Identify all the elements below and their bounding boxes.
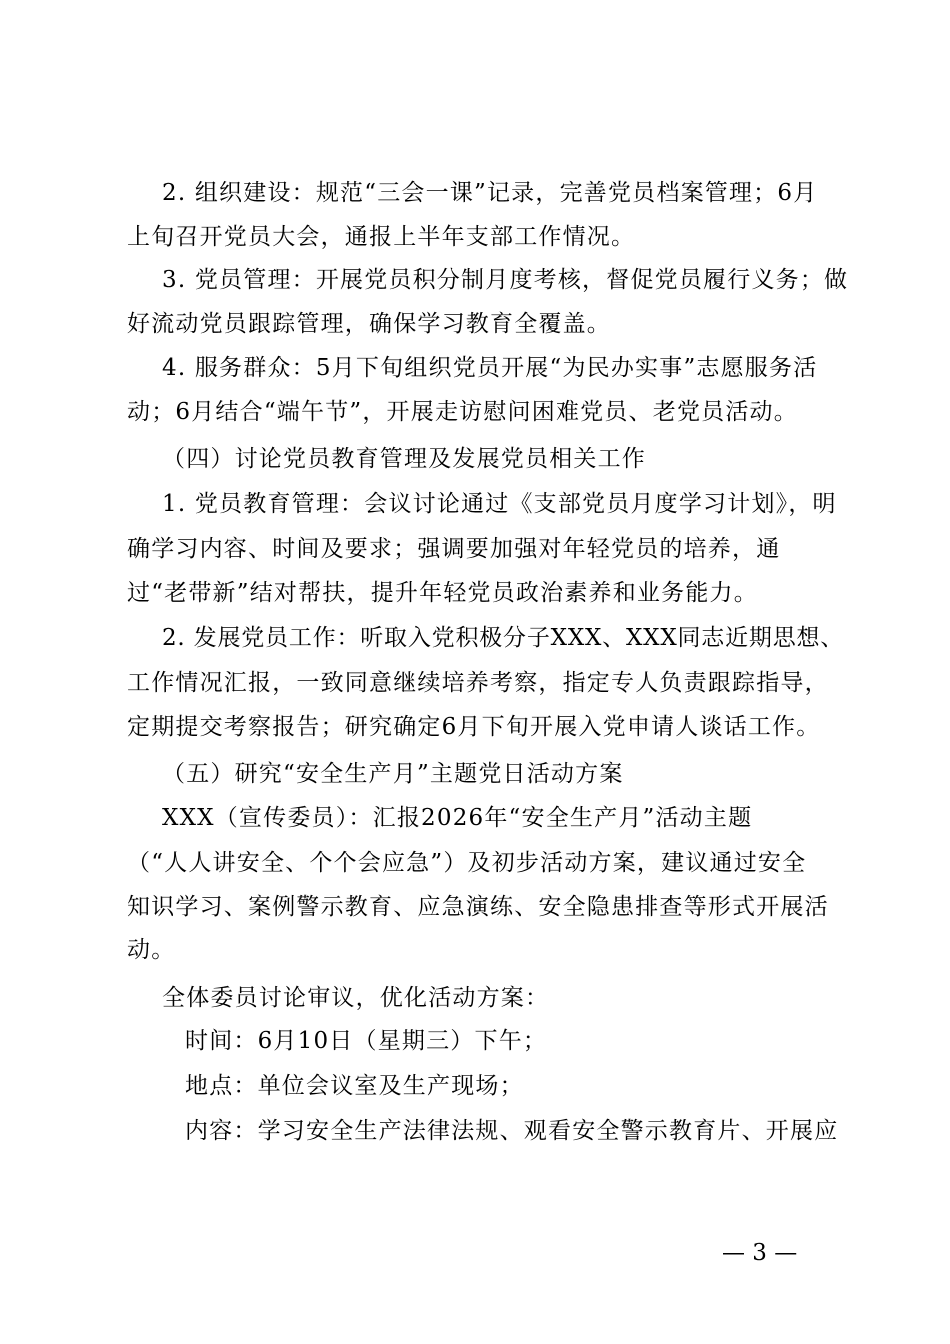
paragraph-line: 过“老带新”结对帮扶，提升年轻党员政治素养和业务能力。 — [127, 580, 758, 606]
section-heading: （四）讨论党员教育管理及发展党员相关工作 — [162, 446, 646, 472]
section-heading: （五）研究“安全生产月”主题党日活动方案 — [162, 761, 624, 787]
paragraph-line: 地点：单位会议室及生产现场； — [185, 1073, 524, 1099]
paragraph-line: 3. 党员管理：开展党员积分制月度考核，督促党员履行义务；做 — [162, 267, 849, 293]
paragraph-line: 时间：6月10日（星期三）下午； — [185, 1028, 548, 1054]
paragraph-line: 内容：学习安全生产法律法规、观看安全警示教育片、开展应 — [185, 1118, 839, 1144]
paragraph-line: 好流动党员跟踪管理，确保学习教育全覆盖。 — [127, 311, 611, 337]
paragraph-line: 知识学习、案例警示教育、应急演练、安全隐患排查等形式开展活 — [127, 894, 829, 920]
paragraph-line: 确学习内容、时间及要求；强调要加强对年轻党员的培养，通 — [127, 536, 781, 562]
paragraph-line: （“人人讲安全、个个会应急”）及初步活动方案，建议通过安全 — [127, 850, 807, 876]
paragraph-line: 动。 — [127, 937, 176, 963]
paragraph-line: 工作情况汇报，一致同意继续培养考察，指定专人负责跟踪指导， — [127, 670, 829, 696]
paragraph-line: 上旬召开党员大会，通报上半年支部工作情况。 — [127, 224, 636, 250]
paragraph-line: 2. 发展党员工作：听取入党积极分子XXX、XXX同志近期思想、 — [162, 625, 845, 651]
paragraph-line: 定期提交考察报告；研究确定6月下旬开展入党申请人谈话工作。 — [127, 714, 821, 740]
paragraph-line: XXX（宣传委员）：汇报2026年“安全生产月”活动主题 — [162, 805, 753, 831]
paragraph-line: 全体委员讨论审议，优化活动方案： — [162, 985, 550, 1011]
page-number: — 3 — — [722, 1240, 798, 1266]
paragraph-line: 4. 服务群众：5月下旬组织党员开展“为民办实事”志愿服务活 — [162, 355, 818, 381]
paragraph-line: 动；6月结合“端午节”，开展走访慰问困难党员、老党员活动。 — [127, 399, 798, 425]
paragraph-line: 2. 组织建设：规范“三会一课”记录，完善党员档案管理；6月 — [162, 180, 818, 206]
paragraph-line: 1. 党员教育管理：会议讨论通过《支部党员月度学习计划》，明 — [162, 491, 837, 517]
